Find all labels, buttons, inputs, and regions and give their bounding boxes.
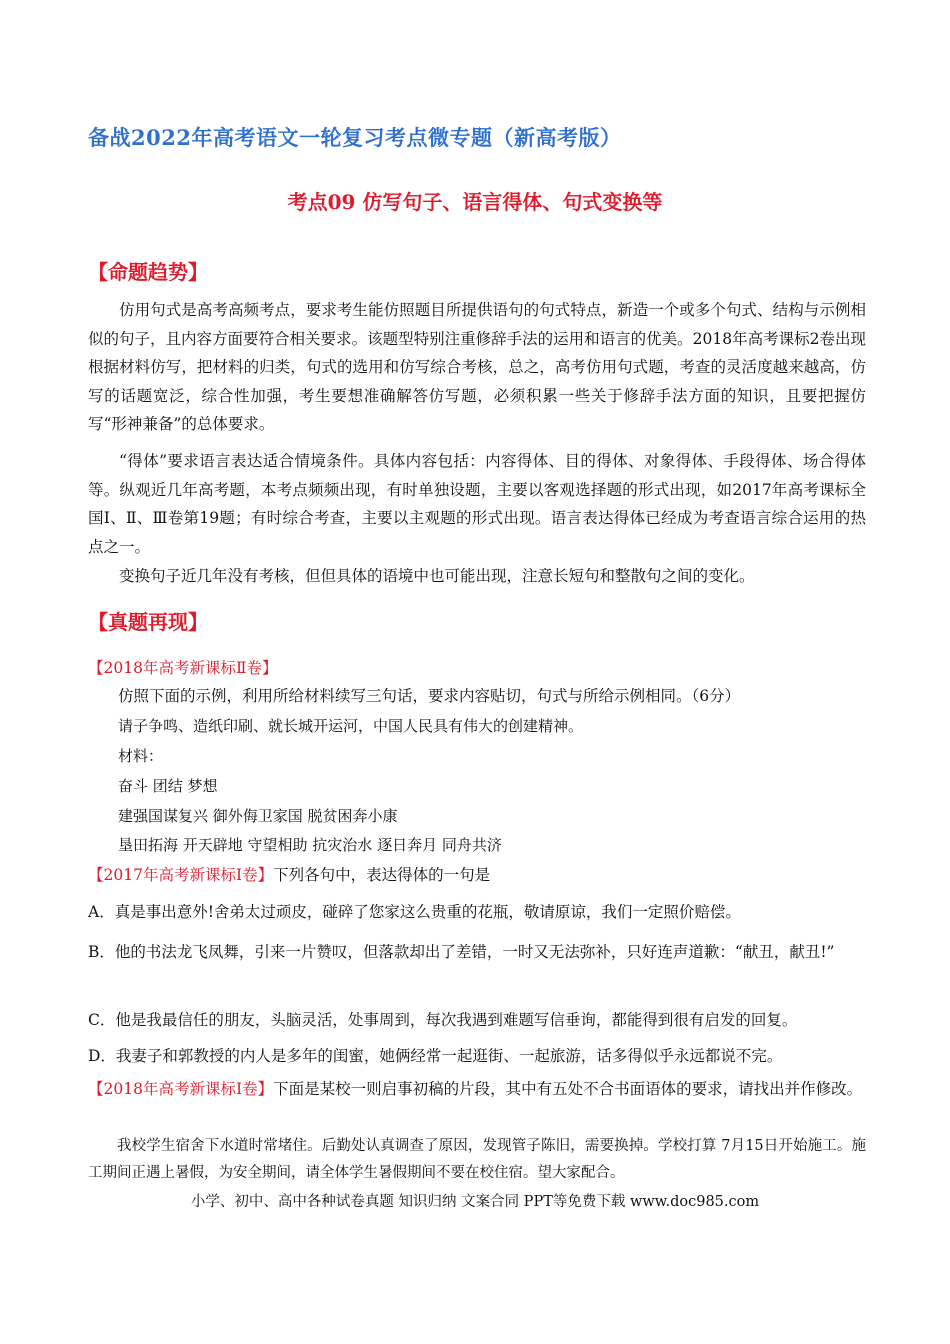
question-1-prompt: 仿照下面的示例，利用所给材料续写三句话，要求内容贴切，句式与所给示例相同。（6分） <box>118 687 741 705</box>
question-3-source: 【2018年高考新课标Ⅰ卷】 <box>88 1080 274 1098</box>
page-footer: 小学、初中、高中各种试卷真题 知识归纳 文案合同 PPT等免费下载 www.doc985.com <box>190 1194 760 1210</box>
question-1-material-label: 材料： <box>118 747 164 765</box>
question-2-source: 【2017年高考新课标Ⅰ卷】 <box>88 866 274 884</box>
trend-paragraph-2: “得体”要求语言表达适合情境条件。具体内容包括：内容得体、目的得体、对象得体、手段得体、场合得体等。纵观近几年高考题，本考点频频出现，有时单独设题，主要以客观选择题的形式出现，如2017年高考课标全国Ⅰ、Ⅱ、Ⅲ卷第19题；有时综合考查，主要以主观题的形式出现。语言表达得体已经成为考查语言综合运用的热点之一。 <box>88 452 866 556</box>
question-3-prompt: 下面是某校一则启事初稿的片段，其中有五处不合书面语体的要求，请找出并作修改。 <box>273 1080 863 1098</box>
question-1 <box>88 654 896 710</box>
question-1-material-2: 建强国谋复兴 御外侮卫家国 脱贫困奔小康 <box>118 807 398 825</box>
question-1-material-1: 奋斗 团结 梦想 <box>118 777 218 795</box>
trend-paragraph-3: 变换句子近几年没有考核，但但具体的语境中也可能出现，注意长短句和整散句之间的变化。 <box>119 567 755 585</box>
question-2-option-c: C．他是我最信任的朋友，头脑灵活，处事周到，每次我遇到难题写信垂询，都能得到很有启发的回复。 <box>88 1011 798 1029</box>
section-heading-exam: 【真题再现】 <box>88 610 208 634</box>
question-1-source: 【2018年高考新课标Ⅱ卷】 <box>88 659 278 677</box>
topic-subtitle: 考点09 仿写句子、语言得体、句式变换等 <box>287 190 663 214</box>
question-2-option-a: A．真是事出意外!舍弟太过顽皮，碰碎了您家这么贵重的花瓶，敬请原谅，我们一定照价赔偿。 <box>88 903 741 921</box>
question-3-notice-text: 我校学生宿舍下水道时常堵住。后勤处认真调查了原因，发现管子陈旧，需要换掉。学校打算 7月15日开始施工。施工期间正遇上暑假，为安全期间，请全体学生暑假期间不要在校住宿。望大家配合。 <box>88 1138 866 1181</box>
question-2-prompt: 下列各句中，表达得体的一句是 <box>273 866 491 884</box>
question-2-option-b: B．他的书法龙飞凤舞，引来一片赞叹，但落款却出了差错，一时又无法弥补，只好连声道歉：“献丑，献丑!” <box>88 943 835 961</box>
question-2-option-d: D．我妻子和郭教授的内人是多年的闺蜜，她俩经常一起逛街、一起旅游，话多得似乎永远都说不完。 <box>88 1047 783 1065</box>
question-1-material-3: 垦田拓海 开天辟地 守望相助 抗灾治水 逐日奔月 同舟共济 <box>118 836 502 854</box>
document-title: 备战2022年高考语文一轮复习考点微专题（新高考版） <box>88 125 622 150</box>
section-heading-trend: 【命题趋势】 <box>88 260 208 284</box>
question-1-example: 请子争鸣、造纸印刷、就长城开运河，中国人民具有伟大的创建精神。 <box>118 717 584 735</box>
trend-paragraph-1: 仿用句式是高考高频考点，要求考生能仿照题目所提供语句的句式特点，新造一个或多个句式、结构与示例相似的句子，且内容方面要符合相关要求。该题型特别注重修辞手法的运用和语言的优美。2018年高考课标2卷出现根据材料仿写，把材料的归类，句式的选用和仿写综合考核，总之，高考仿用句式题，考查的灵活度越来越高，仿写的话题宽泛，综合性加强，考生要想准确解答仿写题，必须积累一些关于修辞手法方面的知识，且要把握仿写“形神兼备”的总体要求。 <box>88 301 866 433</box>
question-3 <box>88 1075 866 1103</box>
question-2 <box>88 861 866 889</box>
